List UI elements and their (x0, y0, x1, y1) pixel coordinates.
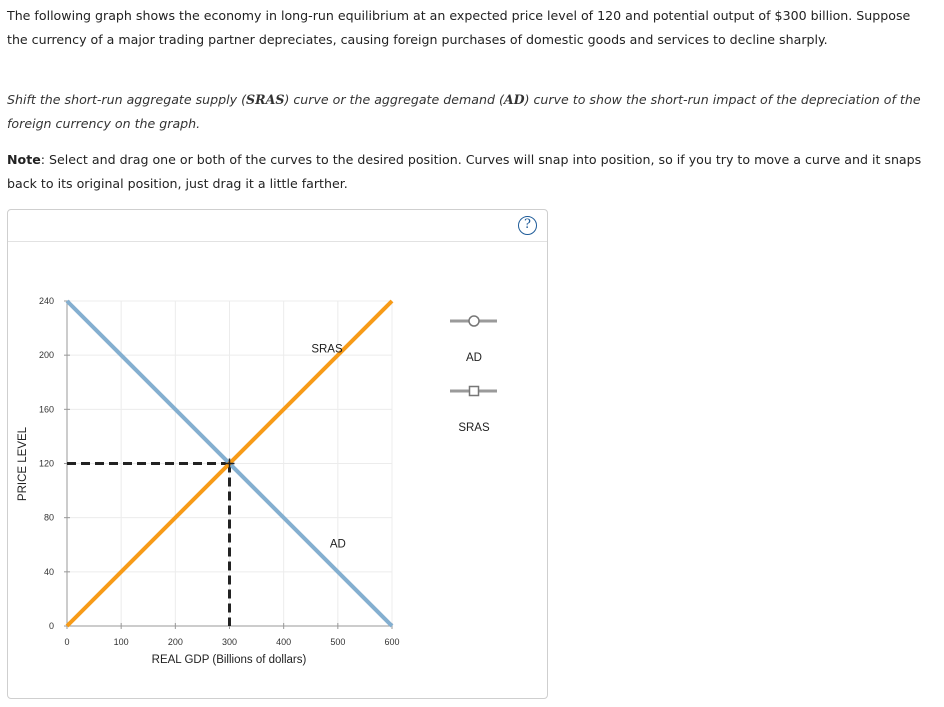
y-axis-title: PRICE LEVEL (17, 426, 29, 502)
x-tick-label: 500 (330, 637, 346, 647)
intro-text: The following graph shows the economy in long-run equilibrium at an expected price level of 120 and potential output of $300 billion. Suppose the currency of a major trading partner depreciates, causing foreign purchases of domestic goods and services to decline sharply. (7, 8, 911, 47)
y-tick-label: 160 (38, 404, 54, 415)
note-label: Note (7, 152, 41, 167)
x-tick-label: 100 (113, 637, 129, 647)
ad-abbr: AD (503, 92, 525, 107)
instruction-text: Shift the short-run aggregate supply (SRAS) curve or the aggregate demand (AD) curve to show the short-run impact of the depreciation of the foreign currency on the graph. (7, 92, 921, 131)
y-tick-label: 80 (43, 512, 54, 523)
y-tick-label: 240 (38, 296, 54, 306)
sras-curve-label: SRAS (311, 343, 343, 356)
y-tick-label: 0 (48, 621, 54, 631)
x-tick-label: 200 (167, 637, 183, 647)
legend-ad-circle-marker[interactable] (469, 316, 479, 326)
x-axis-title: REAL GDP (Billions of dollars) (151, 654, 307, 666)
sras-abbr: SRAS (246, 92, 285, 107)
y-tick-label: 120 (38, 458, 54, 469)
x-tick-label: 0 (64, 637, 70, 647)
x-tick-label: 600 (384, 637, 400, 647)
y-tick-label: 200 (38, 350, 54, 361)
legend-sras-label: SRAS (458, 422, 490, 434)
note-text: Note: Select and drag one or both of the curves to the desired position. Curves will snap into position, so if you try to move a curve and it snaps back to its original position, just drag it a little farther. (7, 152, 922, 191)
legend-ad-label: AD (466, 352, 482, 364)
x-tick-label: 400 (276, 637, 292, 647)
ad-curve-label: AD (329, 538, 346, 551)
help-icon[interactable]: ? (518, 216, 537, 235)
y-tick-label: 40 (43, 566, 54, 577)
legend-sras-square-marker[interactable] (470, 387, 479, 396)
x-tick-label: 300 (221, 637, 238, 647)
